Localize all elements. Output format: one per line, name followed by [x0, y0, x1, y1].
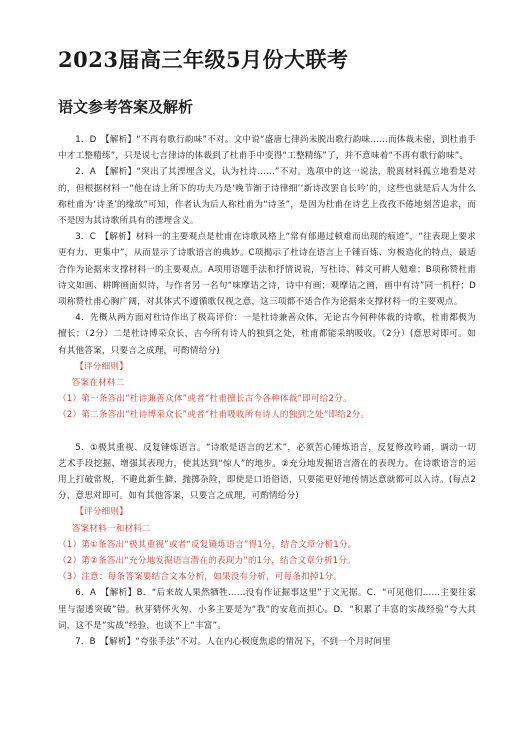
answer-q2: 2．A 【解析】“突出了其湮埋含义，认为杜诗……”不对。选项中的这一说法，脱离材料孤立地看是对的，但根据材料一“他在诗上所下的功夫乃是‘晚节渐于诗律细’‘新诗改罢自长吟’的，这些也就是后人为什么称杜甫为‘诗圣’的缘故”可知，作者认为后人称杜甫为“诗圣”，是因为杜甫在诗艺上孜孜不倦地刻苦追求，而不是因为其诗歌所具有的湮埋含义。	[58, 167, 476, 227]
answer-q6: 6．A 【解析】B．“后来故人果然牺牲……没有作证掘事这里”于文无据。C．“可见他们……主要往家里与湿透突破”错。秋芽猜怀火匆、小多主要是为“我”的安危而担心。D．“积累了丰富的实战经验”夸大其词，这不是“实战”经验，也谈不上“丰富”。	[58, 588, 476, 631]
scoring-item: （1）第①条答出“极其重视”或者“反复锤炼语言”得1分，结合文章分析1分。	[58, 539, 357, 550]
answer-q1: 1．D 【解析】“不再有歌行韵味”不对。文中说“盛唐七律尚未脱出歌行韵味……而体裁未密，到杜甫手中才工整精练”，只是说七言律诗的体裁到了杜甫手中变得“工整精练”了，并不意味着“不再有歌行韵味”。	[58, 135, 476, 162]
answer-body	[58, 132, 476, 650]
scoring-item: （2）第②条答出“充分地发掘语言潜在的表现力”的1分，结合文章分析1分。	[58, 556, 357, 567]
scoring-item: （3）注意：每条答案要结合文本分析，如果没有分析，可每条扣掉1分。	[58, 572, 342, 583]
scoring-heading-2: 【评分细则】	[75, 507, 128, 518]
scoring-heading-1: 【评分细则】	[75, 361, 128, 372]
answer-q4: 4．先概从两方面对杜诗作出了极高评价：一是杜诗兼善众体，无论古今何种体裁的诗歌，杜甫都极为擅长；（2分）二是杜诗博采众长，吉今所有诗人的独到之处，杜甫都能采纳吸收。（2分）(意思对即可。如有其他答案，只要言之成理，可酌情给分)	[58, 313, 476, 356]
section-gap	[58, 424, 476, 440]
section-subtitle: 语文参考答案及解析	[58, 98, 194, 116]
scoring-item: （1）第一条答出“杜诗兼善众体”或者“杜甫擅长古今各种体裁”即可给2分。	[58, 394, 352, 405]
answer-q7: 7．B 【解析】“夸张手法”不对。人在内心极度焦虑的情况下，不到一个月时间里	[75, 637, 391, 648]
scoring-subheading-2: 答案材料一和材料二	[71, 523, 151, 534]
scoring-item: （2）第二条答出“杜诗博采众长”或者“杜甫吸收所有诗人的独到之处”即给2分。	[58, 410, 370, 421]
answer-q3: 3．C 【解析】材料一的主要观点是杜甫在诗歌风格上“常有郁遏过顿难而出现的痕迹”，“往表现上要求更有力、更集中”，从而显示了诗歌语言的典妙。C项揭示了杜诗在语言上千锤百炼、穷极造化的特点，最适合作为论据来支撑材料一的主要观点。A项用语题手法和抒情说说，写杜诗、韩文可耕人勉难；B项称赞杜甫诗文如画、耕眸画面似诗，与作者另一名句“味摩诘之诗，诗中有画；观摩诘之画，画中有诗”同一机杼；D项称赞杜甫心胸广阔，对其体式不遵循歌仅视之意，这三项都不适合作为论据来支撑材料一的主要观点。	[58, 232, 476, 308]
page-title: 2023届高三年级5月份大联考	[58, 47, 349, 72]
answer-q5: 5．①极其重视、反复锤炼语言。“诗歌是语言的艺术”，必须苦心锤炼语言，反复修改吟诵，调动一切艺术手段挖掘、增强其表现力，使其达到“惊人”的地步。②充分地发掘语言潜在的表现力。在诗歌语言的运用上打破常规，不避此新生僻、抛掷杂险，即使是口语俗语，只要能更好地传情达意就都可以入诗。(每点2分，意思对即可。如有其他答案，只要言之成理，可酌情给分)	[58, 442, 476, 502]
scoring-subheading-1: 答案在材料二	[71, 378, 125, 389]
